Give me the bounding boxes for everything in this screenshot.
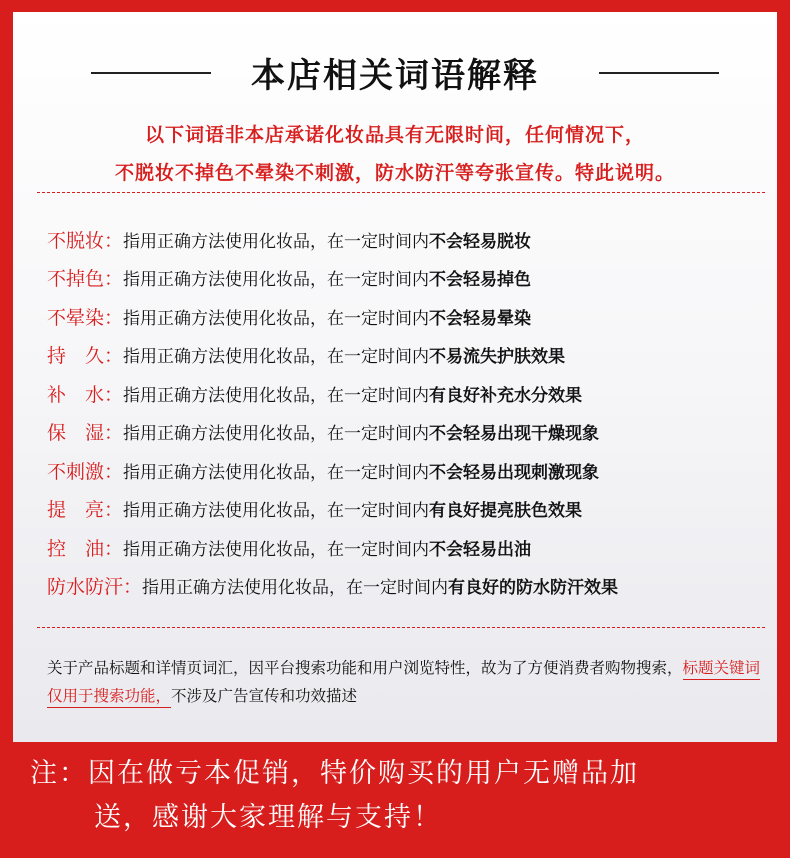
footer-line-2: 送，感谢大家理解与支持！: [94, 802, 442, 833]
term-emphasis: 有良好提亮肤色效果: [429, 501, 583, 522]
term-name: 保 湿：: [47, 422, 124, 445]
disclaimer-note: [47, 654, 767, 710]
term-desc: 指用正确方法使用化妆品，在一定时间内: [123, 385, 430, 406]
term-emphasis: 有良好补充水分效果: [429, 385, 583, 406]
term-row: [47, 567, 771, 606]
note-prefix: 关于产品标题和详情页词汇，因平台搜索功能和用户浏览特性，故为了方便消费者购物搜索，: [47, 659, 683, 677]
intro-line-1: 以下词语非本店承诺化妆品具有无限时间，任何情况下，: [144, 124, 645, 146]
term-name: 提 亮：: [47, 499, 124, 522]
term-emphasis: 不会轻易出现干燥现象: [429, 424, 600, 445]
terms-list: [47, 220, 771, 605]
explanation-panel: [13, 12, 777, 742]
term-name: 不掉色：: [47, 268, 124, 291]
term-row: [47, 451, 771, 490]
term-row: [47, 336, 771, 375]
term-name: 不脱妆：: [47, 229, 124, 252]
term-emphasis: 不会轻易晕染: [429, 308, 532, 329]
footer-notice: [30, 752, 770, 840]
note-highlight: 标题关键词仅用于搜索功能，: [47, 659, 760, 708]
dashed-divider-bottom: [37, 627, 765, 628]
title-row: [13, 42, 777, 102]
term-row: [47, 259, 771, 298]
term-row: [47, 528, 771, 567]
term-desc: 指用正确方法使用化妆品，在一定时间内: [123, 231, 430, 252]
intro-line-2: 不脱妆不掉色不晕染不刺激，防水防汗等夸张宣传。特此说明。: [114, 162, 675, 184]
term-desc: 指用正确方法使用化妆品，在一定时间内: [123, 308, 430, 329]
term-desc: 指用正确方法使用化妆品，在一定时间内: [123, 462, 430, 483]
term-desc: 指用正确方法使用化妆品，在一定时间内: [123, 270, 430, 291]
footer-line-1: 注：因在做亏本促销，特价购买的用户无赠品加: [30, 758, 639, 789]
note-suffix: 不涉及广告宣传和功效描述: [171, 687, 358, 705]
term-row: [47, 297, 771, 336]
term-emphasis: 有良好的防水防汗效果: [448, 578, 619, 599]
term-row: [47, 490, 771, 529]
term-emphasis: 不会轻易出现刺激现象: [429, 462, 600, 483]
dashed-divider-top: [37, 192, 765, 193]
term-desc: 指用正确方法使用化妆品，在一定时间内: [123, 501, 430, 522]
term-desc: 指用正确方法使用化妆品，在一定时间内: [142, 578, 449, 599]
term-emphasis: 不会轻易掉色: [429, 270, 532, 291]
term-row: [47, 374, 771, 413]
term-name: 不刺激：: [47, 460, 124, 483]
term-emphasis: 不会轻易出油: [429, 539, 532, 560]
term-desc: 指用正确方法使用化妆品，在一定时间内: [123, 539, 430, 560]
page-title: 本店相关词语解释: [251, 56, 539, 96]
title-line-right: [599, 72, 719, 74]
term-emphasis: 不易流失护肤效果: [429, 347, 566, 368]
term-desc: 指用正确方法使用化妆品，在一定时间内: [123, 347, 430, 368]
term-emphasis: 不会轻易脱妆: [429, 231, 532, 252]
term-row: [47, 220, 771, 259]
term-name: 控 油：: [47, 537, 124, 560]
term-name: 不晕染：: [47, 306, 124, 329]
term-desc: 指用正确方法使用化妆品，在一定时间内: [123, 424, 430, 445]
term-name: 补 水：: [47, 383, 124, 406]
term-name: 持 久：: [47, 345, 124, 368]
term-name: 防水防汗：: [47, 576, 143, 599]
term-row: [47, 413, 771, 452]
